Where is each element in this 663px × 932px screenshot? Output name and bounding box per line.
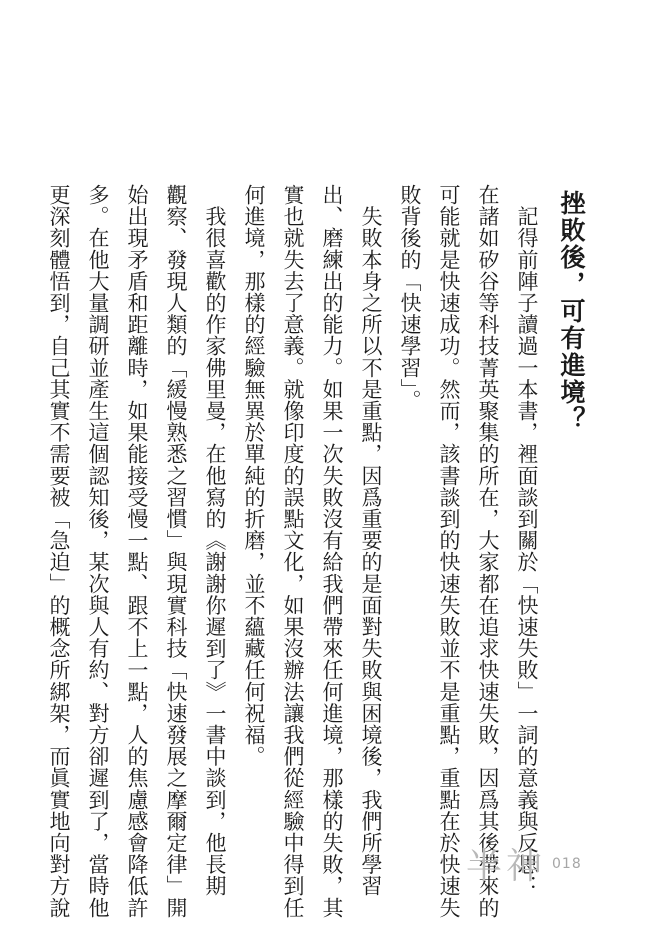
text-line-9: 我很喜歡的作家佛里曼，在他寫的《謝謝你遲到了》一書中談到，他長期 [203, 184, 227, 897]
page-number: 018 [552, 856, 582, 872]
text-line-13: 更深刻體悟到，自己其實不需要被「急迫」的概念所綁架，而眞實地向對方說 [47, 184, 71, 919]
text-line-3: 可能就是快速成功。然而，該書談到的快速失敗並不是重點，重點在於快速失 [437, 184, 461, 919]
running-footer-book-title: 半神 [466, 846, 547, 887]
text-line-5: 失敗本身之所以不是重點，因爲重要的是面對失敗與困境後，我們所學習 [359, 184, 383, 897]
chapter-title: 挫敗後，可有進境？ [557, 190, 586, 433]
text-line-8: 何進境，那樣的經驗無異於單純的折磨，並不蘊藏任何祝福。 [242, 184, 266, 768]
text-line-6: 出、磨練出的能力。如果一次失敗沒有給我們帶來任何進境，那樣的失敗，其 [320, 184, 344, 919]
text-line-7: 實也就失去了意義。就像印度的誤點文化，如果沒辦法讓我們從經驗中得到任 [281, 184, 305, 919]
text-line-12: 多。在他大量調研並產生這個認知後，某次與人有約、對方卻遲到了，當時他 [86, 184, 110, 919]
text-line-4: 敗背後的「快速學習」。 [398, 184, 422, 412]
text-line-2: 在諸如矽谷等科技菁英聚集的所在，大家都在追求快速失敗，因爲其後帶來的 [476, 184, 500, 919]
text-line-11: 始出現矛盾和距離時，如果能接受慢一點、跟不上一點，人的焦慮感會降低許 [125, 184, 149, 919]
text-line-1: 記得前陣子讀過一本書，裡面談到關於「快速失敗」一詞的意義與反思： [515, 184, 539, 897]
text-line-10: 觀察、發現人類的「緩慢熟悉之習慣」與現實科技「快速發展之摩爾定律」開 [164, 184, 188, 919]
